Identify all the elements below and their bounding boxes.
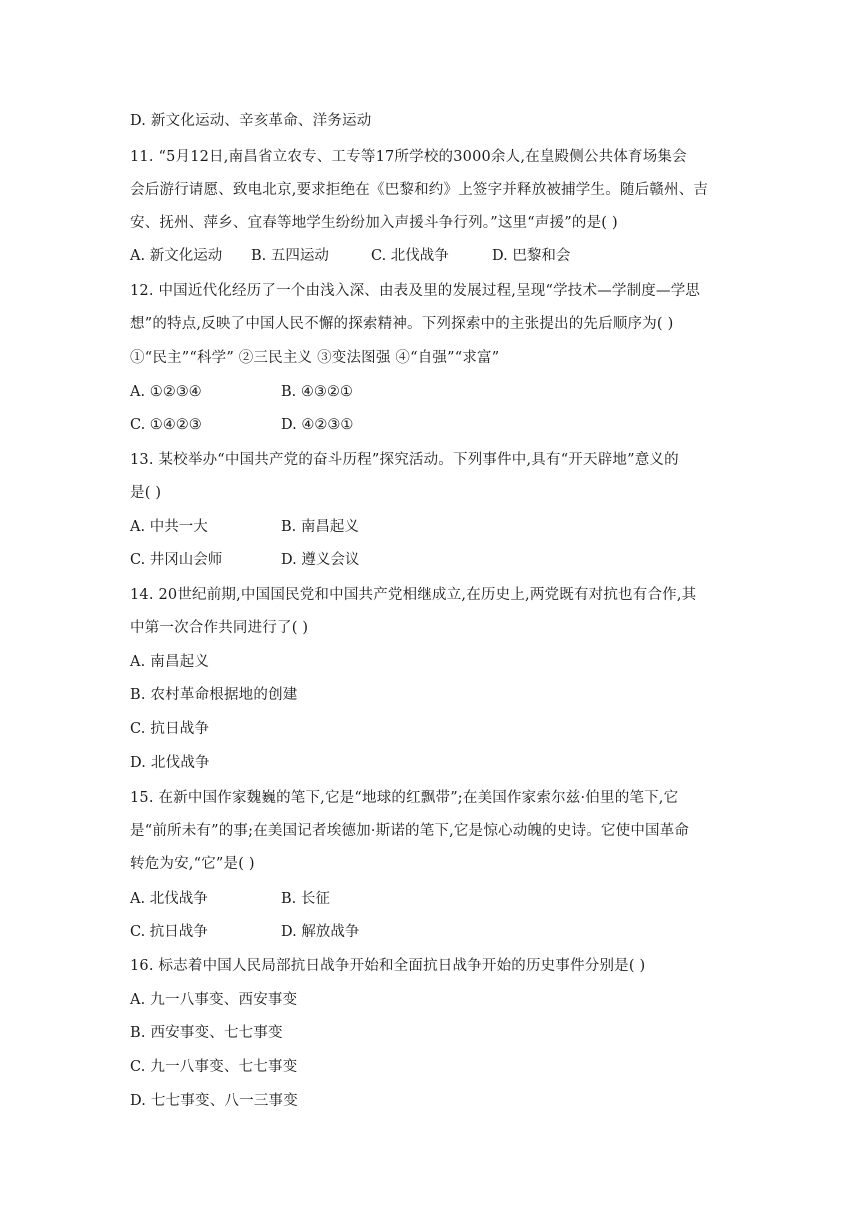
q13-option-a: A. 中共一大 <box>130 519 208 535</box>
q16-option-b: B. 西安事变、七七事变 <box>130 1025 283 1041</box>
q12-option-b: B. ④③②① <box>281 384 353 400</box>
q15-option-b: B. 长征 <box>281 891 330 907</box>
q11-stem-line-2: 会后游行请愿、致电北京,要求拒绝在《巴黎和约》上签字并释放被捕学生。随后赣州、吉 <box>130 182 709 198</box>
q15-option-c: C. 抗日战争 <box>130 924 208 940</box>
q13-stem-line-2: 是( ) <box>130 485 162 501</box>
q15-option-d: D. 解放战争 <box>281 924 360 940</box>
q16-option-c: C. 九一八事变、七七事变 <box>130 1059 298 1075</box>
q15-stem-line-3: 转危为安,“它”是( ) <box>130 856 255 872</box>
q16-stem-line-1: 16. 标志着中国人民局部抗日战争开始和全面抗日战争开始的历史事件分别是( ) <box>130 958 646 974</box>
q11-stem-line-1: 11. “5月12日,南昌省立农专、工专等17所学校的3000余人,在皇殿侧公共体育场集会 <box>130 149 687 165</box>
q15-stem-line-2: 是“前所未有”的事;在美国记者埃德加·斯诺的笔下,它是惊心动魄的史诗。它使中国革命 <box>130 823 690 839</box>
q13-option-d: D. 遵义会议 <box>281 552 360 568</box>
q13-option-b: B. 南昌起义 <box>281 519 359 535</box>
q14-option-c: C. 抗日战争 <box>130 721 210 737</box>
q14-option-b: B. 农村革命根据地的创建 <box>130 687 298 703</box>
q16-option-d: D. 七七事变、八一三事变 <box>130 1093 298 1109</box>
q12-option-a: A. ①②③④ <box>130 384 202 400</box>
q14-option-d: D. 北伐战争 <box>130 755 210 771</box>
q16-option-a: A. 九一八事变、西安事变 <box>130 992 298 1008</box>
q13-option-c: C. 井冈山会师 <box>130 552 223 568</box>
q11-stem-line-3: 安、抚州、萍乡、宜春等地学生纷纷加入声援斗争行列。”这里“声援”的是( ) <box>130 215 618 231</box>
q12-stem-line-2: 想”的特点,反映了中国人民不懈的探索精神。下列探索中的主张提出的先后顺序为( ) <box>130 316 674 332</box>
q10-option-d: D. 新文化运动、辛亥革命、洋务运动 <box>130 113 372 129</box>
q15-option-a: A. 北伐战争 <box>130 891 208 907</box>
q12-option-d: D. ④②③① <box>281 417 354 433</box>
q14-stem-line-1: 14. 20世纪前期,中国国民党和中国共产党相继成立,在历史上,两党既有对抗也有合作,其 <box>130 587 697 603</box>
q13-stem-line-1: 13. 某校举办“中国共产党的奋斗历程”探究活动。下列事件中,具有“开天辟地”意义的 <box>130 452 679 468</box>
q14-stem-line-2: 中第一次合作共同进行了( ) <box>130 620 309 636</box>
q12-option-c: C. ①④②③ <box>130 417 202 433</box>
q11-option-c: C. 北伐战争 <box>371 248 449 264</box>
q12-stem-line-3: ①“民主”“科学” ②三民主义 ③变法图强 ④“自强”“求富” <box>130 350 500 366</box>
q14-option-a: A. 南昌起义 <box>130 654 210 670</box>
q12-stem-line-1: 12. 中国近代化经历了一个由浅入深、由表及里的发展过程,呈现“学技术—学制度—学思 <box>130 283 701 299</box>
q11-option-d: D. 巴黎和会 <box>492 248 571 264</box>
q15-stem-line-1: 15. 在新中国作家魏巍的笔下,它是“地球的红飘带”;在美国作家索尔兹·伯里的笔下,它 <box>130 790 679 806</box>
q11-option-a: A. 新文化运动 <box>130 248 223 264</box>
q11-option-b: B. 五四运动 <box>251 248 329 264</box>
